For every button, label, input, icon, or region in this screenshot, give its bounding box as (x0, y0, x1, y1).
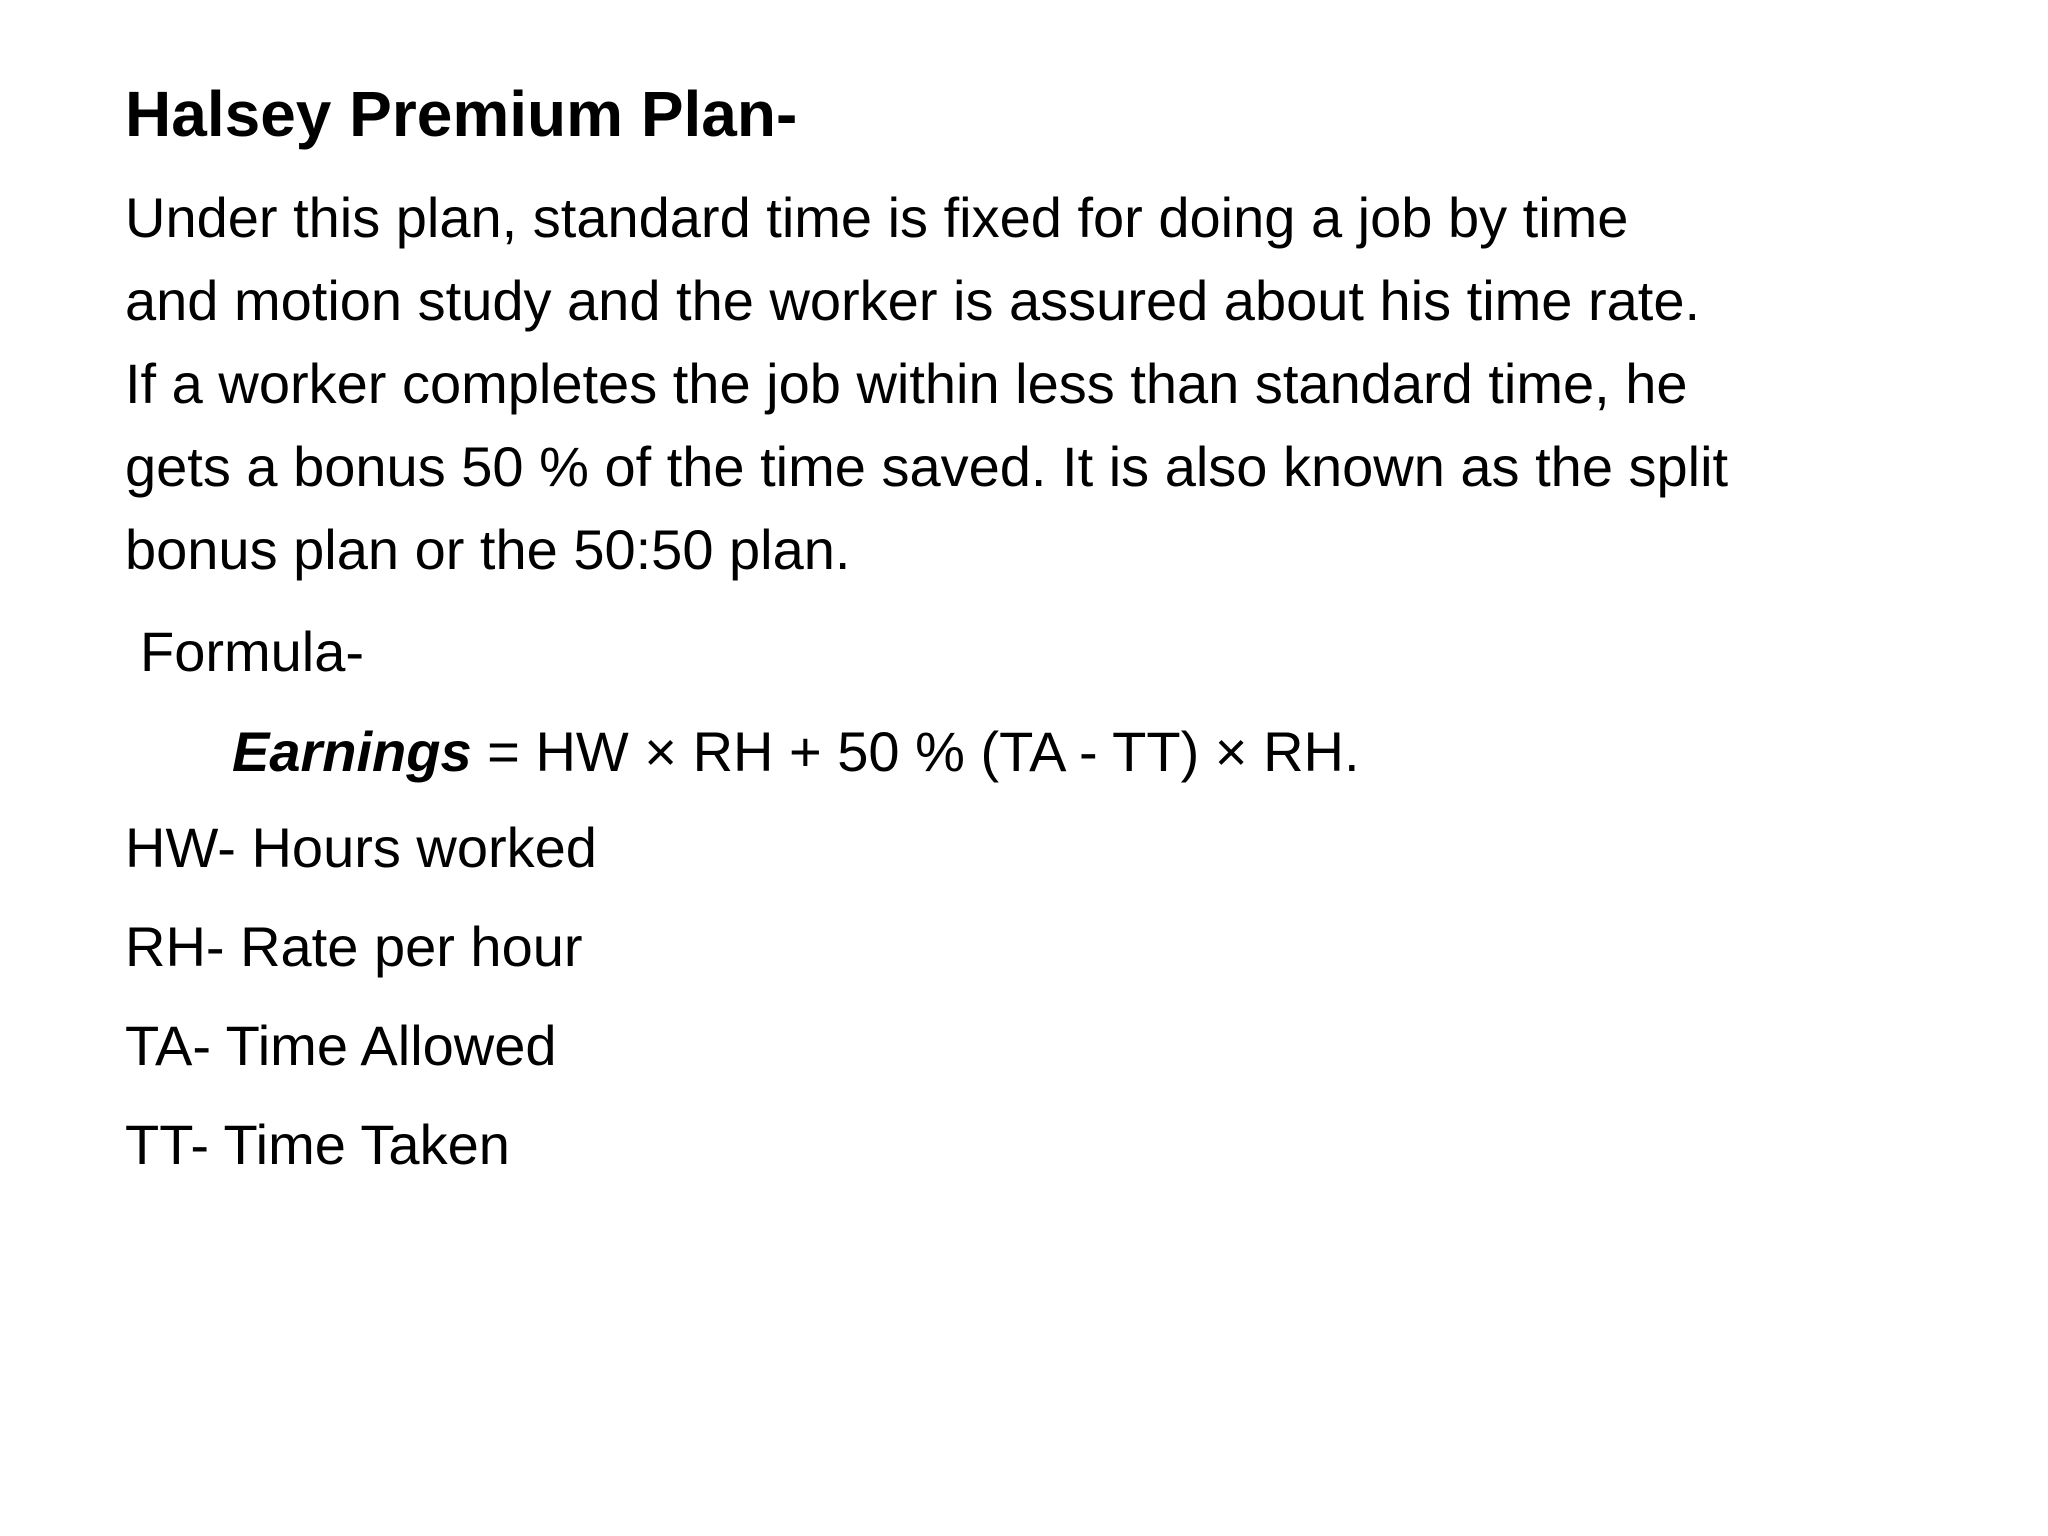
definition-item: TT- Time Taken (125, 1113, 510, 1176)
formula-term: Earnings (232, 720, 472, 783)
definition-item: TA- Time Allowed (125, 1014, 557, 1077)
paragraph-line: bonus plan or the 50:50 plan. (125, 518, 851, 581)
slide-title: Halsey Premium Plan- (125, 78, 798, 150)
paragraph-line: If a worker completes the job within less than standard time, he (125, 352, 1688, 415)
paragraph-line: gets a bonus 50 % of the time saved. It is also known as the split (125, 435, 1729, 498)
paragraph-line: and motion study and the worker is assured about his time rate. (125, 269, 1701, 332)
formula-expression: = HW × RH + 50 % (TA - TT) × RH. (471, 720, 1360, 783)
formula (232, 710, 1360, 793)
definition-item: HW- Hours worked (125, 816, 597, 879)
description-paragraph (125, 176, 1985, 591)
formula-label: Formula- (140, 620, 365, 683)
definitions-list (125, 806, 597, 1202)
definition-item: RH- Rate per hour (125, 915, 583, 978)
paragraph-line: Under this plan, standard time is fixed for doing a job by time (125, 186, 1629, 249)
